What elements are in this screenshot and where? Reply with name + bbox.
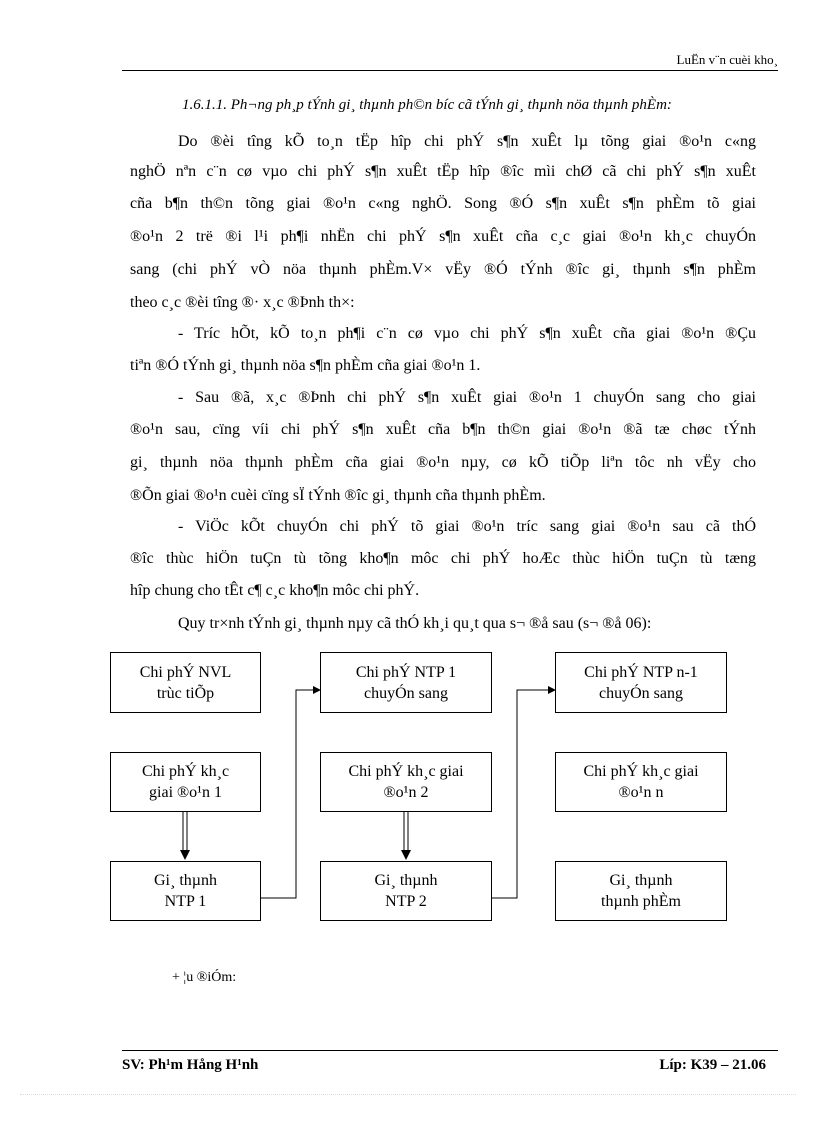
text-line: gi¸ thµnh nöa thµnh phÈm cña giai ®o¹n nµy, cø kÕ tiÕp liªn tôc nh vËy cho bbox=[130, 454, 756, 471]
text-line: nghÖ nªn c¨n cø vµo chi phÝ s¶n xuÊt tËp hîp ®îc mìi chØ cã chi phÝ s¶n xuÊt bbox=[130, 163, 756, 180]
box-cost-ntp-2 bbox=[320, 861, 492, 921]
box-line: NTP 2 bbox=[385, 893, 427, 910]
text-line: - Sau ®ã, x¸c ®Þnh chi phÝ s¶n xuÊt giai ®o¹n 1 chuyÓn sang cho giai bbox=[178, 389, 756, 406]
text-line: ®Õn giai ®o¹n cuèi cïng sÏ tÝnh ®îc gi¸ thµnh cña thµnh phÈm. bbox=[130, 487, 546, 504]
text-line: - Tríc hÕt, kÕ to¸n ph¶i c¨n cø vµo chi phÝ s¶n xuÊt cña giai ®o¹n ®Çu bbox=[178, 325, 756, 342]
box-line: Chi phÝ NVL bbox=[139, 663, 232, 681]
section-title: 1.6.1.1. Ph¬ng ph¸p tÝnh gi¸ thµnh ph©n bíc cã tÝnh gi¸ thµnh nöa thµnh phÈm: bbox=[182, 97, 672, 113]
box-line: chuyÓn sang bbox=[599, 684, 683, 702]
box-finished-product-cost bbox=[555, 861, 727, 921]
box-line: thµnh phÈm bbox=[601, 893, 681, 910]
text-line: ®îc thùc hiÖn tuÇn tù tõng kho¶n môc chi phÝ hoÆc thùc hiÖn tuÇn tù tæng bbox=[130, 550, 756, 567]
box-line: Chi phÝ kh¸c giai bbox=[348, 763, 464, 780]
text-line: cña b¶n th©n tõng giai ®o¹n c«ng nghÖ. Song ®Ó s¶n xuÊt s¶n phÈm tõ giai bbox=[130, 195, 756, 212]
text-line: sang (chi phÝ vÒ nöa thµnh phÈm.V× vËy ®Ó tÝnh ®îc gi¸ thµnh s¶n phÈm bbox=[130, 261, 756, 278]
text-line: ®o¹n 2 trë ®i l¹i ph¶i nhËn chi phÝ s¶n xuÊt cña c¸c giai ®o¹n kh¸c chuyÓn bbox=[130, 228, 756, 245]
text-line: theo c¸c ®èi tîng ®· x¸c ®Þnh th×: bbox=[130, 294, 355, 311]
box-cost-ntp-1 bbox=[110, 861, 261, 921]
box-line: Chi phÝ NTP n-1 bbox=[584, 663, 698, 681]
box-other-cost-stage-n bbox=[555, 752, 727, 812]
box-line: NTP 1 bbox=[164, 893, 207, 910]
box-other-cost-stage-1 bbox=[110, 752, 261, 812]
text-line: Do ®èi tîng kÕ to¸n tËp hîp chi phÝ s¶n xuÊt lµ tõng giai ®o¹n c«ng bbox=[178, 133, 756, 150]
box-line: giai ®o¹n 1 bbox=[149, 784, 222, 801]
box-line: Chi phÝ kh¸c bbox=[141, 763, 230, 780]
box-line: Gi¸ thµnh bbox=[609, 872, 673, 889]
box-line: ®o¹n 2 bbox=[383, 784, 429, 801]
box-line: trùc tiÕp bbox=[156, 684, 215, 702]
footer-rule bbox=[122, 1050, 778, 1051]
box-line: chuyÓn sang bbox=[364, 684, 448, 702]
box-line: Chi phÝ NTP 1 bbox=[355, 663, 457, 681]
text-line: tiªn ®Ó tÝnh gi¸ thµnh nöa s¶n phÈm cña giai ®o¹n 1. bbox=[130, 357, 481, 374]
footer-student: SV: Ph¹m Hång H¹nh bbox=[122, 1057, 259, 1073]
box-line: Gi¸ thµnh bbox=[154, 872, 217, 889]
box-line: Chi phÝ kh¸c giai bbox=[583, 763, 699, 780]
box-other-cost-stage-2 bbox=[320, 752, 492, 812]
box-ntp-n-1-transferred bbox=[555, 652, 727, 713]
box-ntp1-transferred bbox=[320, 652, 492, 713]
page-bottom-dotted-line bbox=[20, 1094, 796, 1095]
text-line: ®o¹n sau, cïng víi chi phÝ s¶n xuÊt cña b¶n th©n giai ®o¹n ®ã tæ chøc tÝnh bbox=[130, 421, 756, 438]
footer-class: Líp: K39 – 21.06 bbox=[659, 1057, 766, 1073]
page-header-title: LuËn v¨n cuèi kho¸ bbox=[676, 52, 778, 67]
advantages-note: + ¦u ®iÓm: bbox=[172, 970, 237, 985]
text-line: hîp chung cho tÊt c¶ c¸c kho¶n môc chi phÝ. bbox=[130, 582, 420, 599]
box-direct-material-cost bbox=[110, 652, 261, 713]
box-line: Gi¸ thµnh bbox=[374, 872, 438, 889]
box-line: ®o¹n n bbox=[618, 784, 664, 801]
text-line: - ViÖc kÕt chuyÓn chi phÝ tõ giai ®o¹n tríc sang giai ®o¹n sau cã thÓ bbox=[178, 518, 756, 535]
text-line: Quy tr×nh tÝnh gi¸ thµnh nµy cã thÓ kh¸i qu¸t qua s¬ ®å sau (s¬ ®å 06): bbox=[178, 615, 652, 632]
